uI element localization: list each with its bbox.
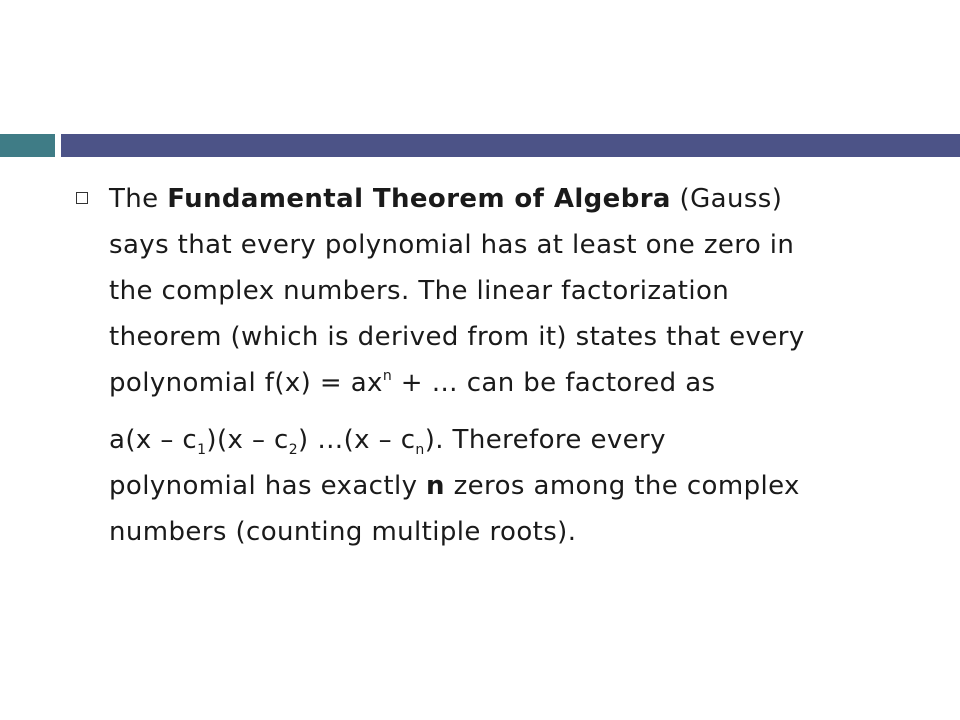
subscript-n: n [415, 442, 425, 458]
factorization-line: $a(x - c_1)(x - c_2)$ …(x – $c_n$). Therefore every [109, 425, 666, 458]
text-line: numbers (counting multiple roots). [109, 517, 577, 547]
text-line: theorem (which is derived from it) states that every [109, 322, 805, 352]
bold-n: n [426, 471, 445, 501]
text-line: the complex numbers. The linear factorization [109, 276, 730, 306]
exponent-n: n [382, 368, 393, 384]
subscript-1: 1 [197, 442, 207, 458]
text-line: The Fundamental Theorem of Algebra (Gauss) [109, 184, 783, 214]
text-line: polynomial has exactly n zeros among the complex [109, 471, 800, 501]
header-accent-bar-teal [0, 134, 55, 157]
slide-body-text [109, 176, 924, 555]
subscript-2: 2 [288, 442, 299, 458]
text-line: polynomial $f(x) = ax^n$ + … can be factored as [109, 368, 716, 398]
theorem-name: Fundamental Theorem of Algebra [167, 184, 671, 214]
header-accent-bar [61, 134, 960, 157]
text-line: says that every polynomial has at least one zero in [109, 230, 795, 260]
square-bullet-icon [76, 192, 88, 204]
